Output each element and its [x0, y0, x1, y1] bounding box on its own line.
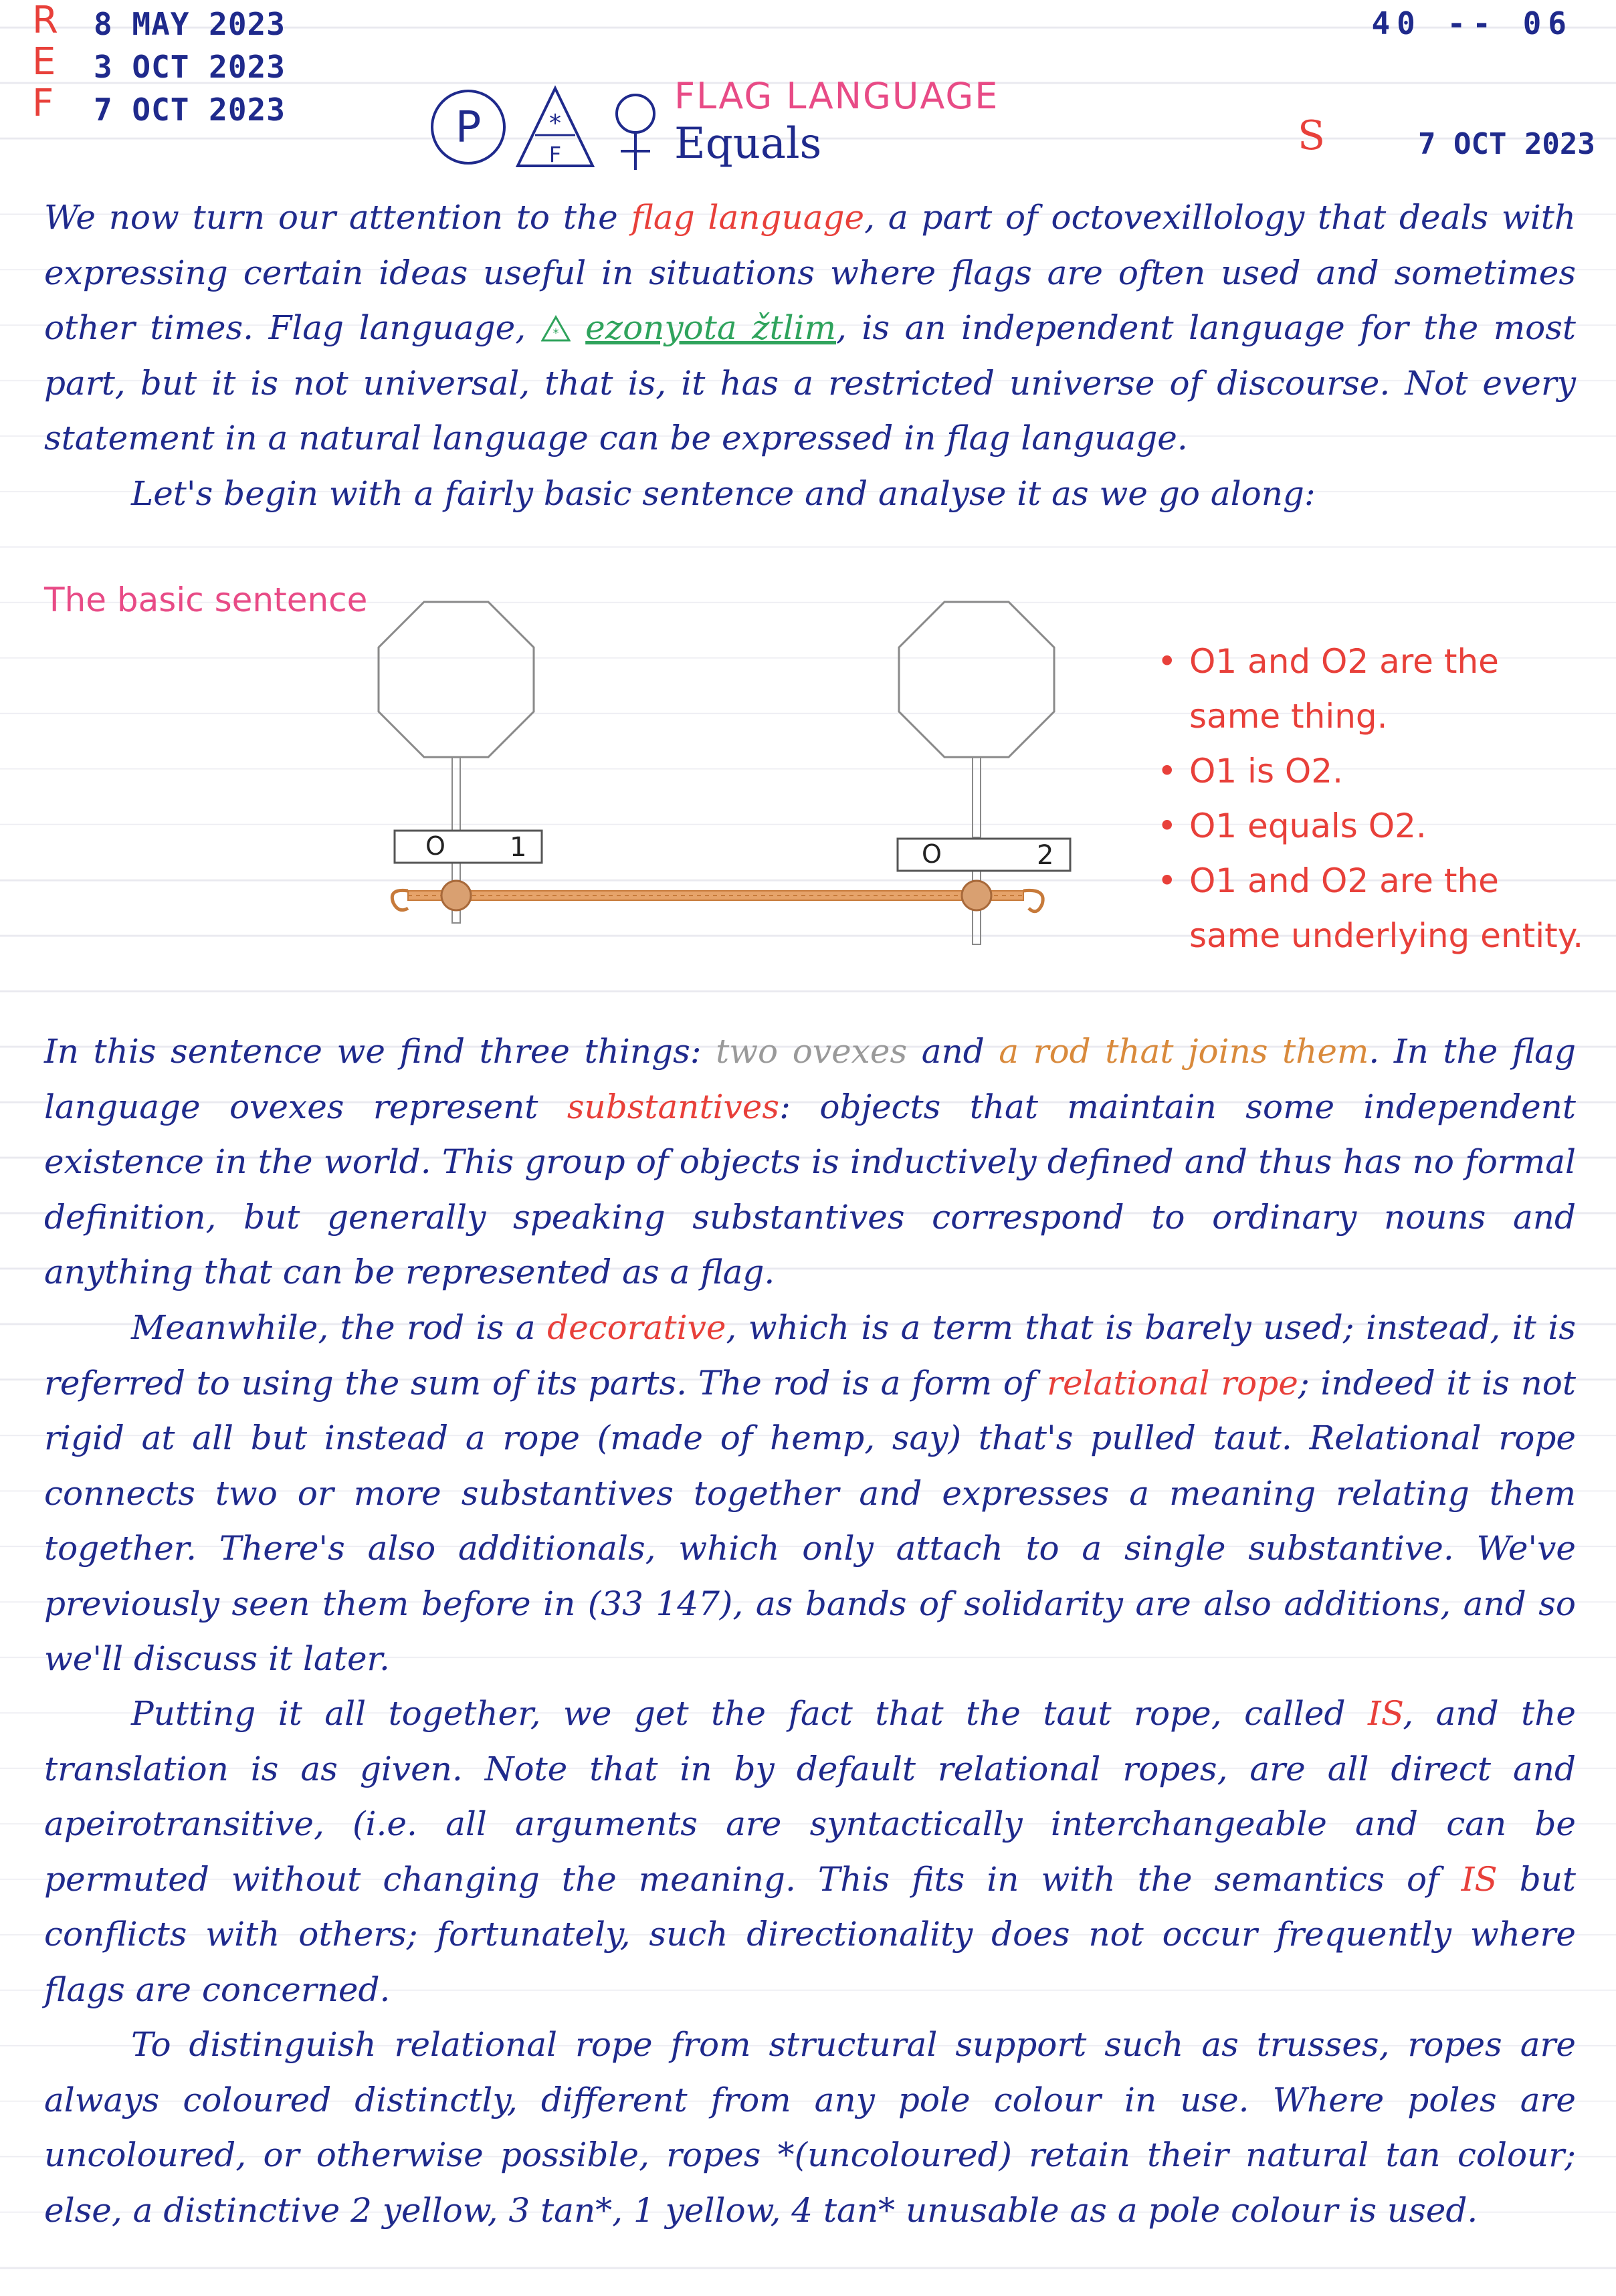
p-symbol-label: P [455, 103, 482, 152]
ref-letters [32, 0, 58, 124]
title-symbols [428, 80, 669, 174]
body-paragraph-1 [44, 1024, 1576, 1300]
flag-triangle-icon [518, 88, 593, 167]
date-stamps [94, 3, 286, 131]
svg-text:*: * [552, 326, 559, 340]
star-symbol-label: * [549, 110, 561, 137]
intro-paragraph-2 [44, 466, 1576, 522]
translation-item: • O1 equals O2. [1157, 799, 1599, 853]
intro-text-2: Let's begin with a fairly basic sentence and analyse it as we go along: [131, 474, 1316, 513]
ref-letter-f: F [32, 82, 54, 125]
flag-1-number: 1 [510, 832, 527, 863]
intro-text-a: We now turn our attention to the [44, 198, 618, 237]
p6-text: To distinguish relational rope from structural support such as trusses, ropes are always coloured distinctly, different from any pole colour in use. Where poles are uncoloured, or otherwise possible, ropes *(uncoloured) retain their natural tan colour; else, a distinctive 2 yellow, 3 tan*, 1 yellow, 4 tan* unusable as a pole colour is used. [44, 2025, 1576, 2230]
flag-1-label-board [395, 831, 542, 863]
flag-figure [361, 589, 1150, 1017]
flag-2-letter: O [922, 839, 942, 869]
p4-text-a: Meanwhile, the rod is a [131, 1308, 536, 1347]
date-stamp: 8 MAY 2023 [94, 6, 286, 42]
p3-text-a: In this sentence we find three things: [44, 1032, 702, 1071]
p3-text-c: : objects that maintain some independent existence in the world. This group of objects is inductively defined and thus has no formal definition, but generally speaking substantives correspond to ordinary nouns and anything that can be represented as a flag. [44, 1087, 1576, 1291]
p3-text-b: . In the flag language ovexes represent [44, 1032, 1576, 1126]
term-is-2: IS [1461, 1859, 1498, 1899]
female-symbol-icon [617, 95, 654, 170]
body-paragraph-2 [44, 1300, 1576, 1687]
intro-text-b: , a part of octovexillology that deals with expressing certain ideas useful in situations where flags are often used and sometimes other times. Flag language, [44, 198, 1576, 347]
ref-letter-r: R [32, 0, 58, 42]
p3-tan-text: a rod that joins them [999, 1032, 1369, 1071]
f-symbol-label: F [548, 142, 562, 167]
p4-text-c: ; indeed it is not rigid at all but instead a rope (made of hemp, say) that's pulled taut. Relational rope connects two or more substantives together and expresses a meaning relating them together. There's also additionals, which only attach to a single substantive. We've previously seen them before in (33 147), as bands of solidarity are also additions, and so we'll discuss it later. [44, 1363, 1576, 1678]
s-mark: S [1298, 112, 1326, 159]
p5-text-c: but conflicts with others; fortunately, such directionality does not occur frequently where flags are concerned. [44, 1859, 1576, 2009]
date-stamp: 3 OCT 2023 [94, 49, 286, 85]
body-paragraph-4 [44, 2017, 1576, 2238]
date-stamp: 7 OCT 2023 [94, 92, 286, 128]
relational-rope [392, 881, 1043, 912]
term-substantives: substantives [567, 1087, 780, 1126]
flag-2-number: 2 [1037, 840, 1054, 871]
flag-2-label-board [898, 839, 1070, 871]
p-circle-icon [432, 91, 504, 163]
body-paragraph-3 [44, 1686, 1576, 2017]
document-number: 40 -- 06 [1371, 5, 1573, 41]
translation-item: • O1 and O2 are the same thing. [1157, 634, 1599, 744]
intro-paragraph-1 [44, 190, 1576, 466]
p4-text-b: , which is a term that is barely used; instead, it is referred to using the sum of its parts. The rod is a form of [44, 1308, 1576, 1402]
translation-item: • O1 is O2. [1157, 744, 1599, 799]
term-decorative: decorative [547, 1308, 726, 1347]
section-heading: The basic sentence [44, 581, 368, 619]
ref-letter-e: E [32, 40, 56, 84]
page-subtitle: Equals [674, 119, 822, 169]
p5-text-b: , and the translation is as given. Note that in by default relational ropes, are all direct and apeirotransitive, (i.e. all arguments are syntactically interchangeable and can be permuted without changing the meaning. This fits in with the semantics of [44, 1694, 1576, 1899]
p3-and: and [921, 1032, 985, 1071]
term-flag-language: flag language [631, 198, 865, 237]
term-is: IS [1367, 1694, 1403, 1733]
native-term: ezonyota žtlim [585, 308, 837, 347]
intro-text-c: , is an independent language for the most part, but it is not universal, that is, it has a restricted universe of discourse. Not every statement in a natural language can be expressed in flag language. [44, 308, 1576, 457]
flag-1-letter: O [425, 831, 445, 861]
triangle-star-icon [541, 315, 571, 342]
octagon-flag-1 [379, 602, 534, 923]
title-date: 7 OCT 2023 [1418, 127, 1595, 161]
translation-list [1157, 634, 1599, 963]
p5-text-a: Putting it all together, we get the fact that the taut rope, called [131, 1694, 1346, 1733]
translation-item: • O1 and O2 are the same underlying entity. [1157, 853, 1599, 963]
p3-grey-text: two ovexes [716, 1032, 908, 1071]
term-relational-rope: relational rope [1047, 1363, 1298, 1402]
page-title: FLAG LANGUAGE [674, 75, 999, 117]
